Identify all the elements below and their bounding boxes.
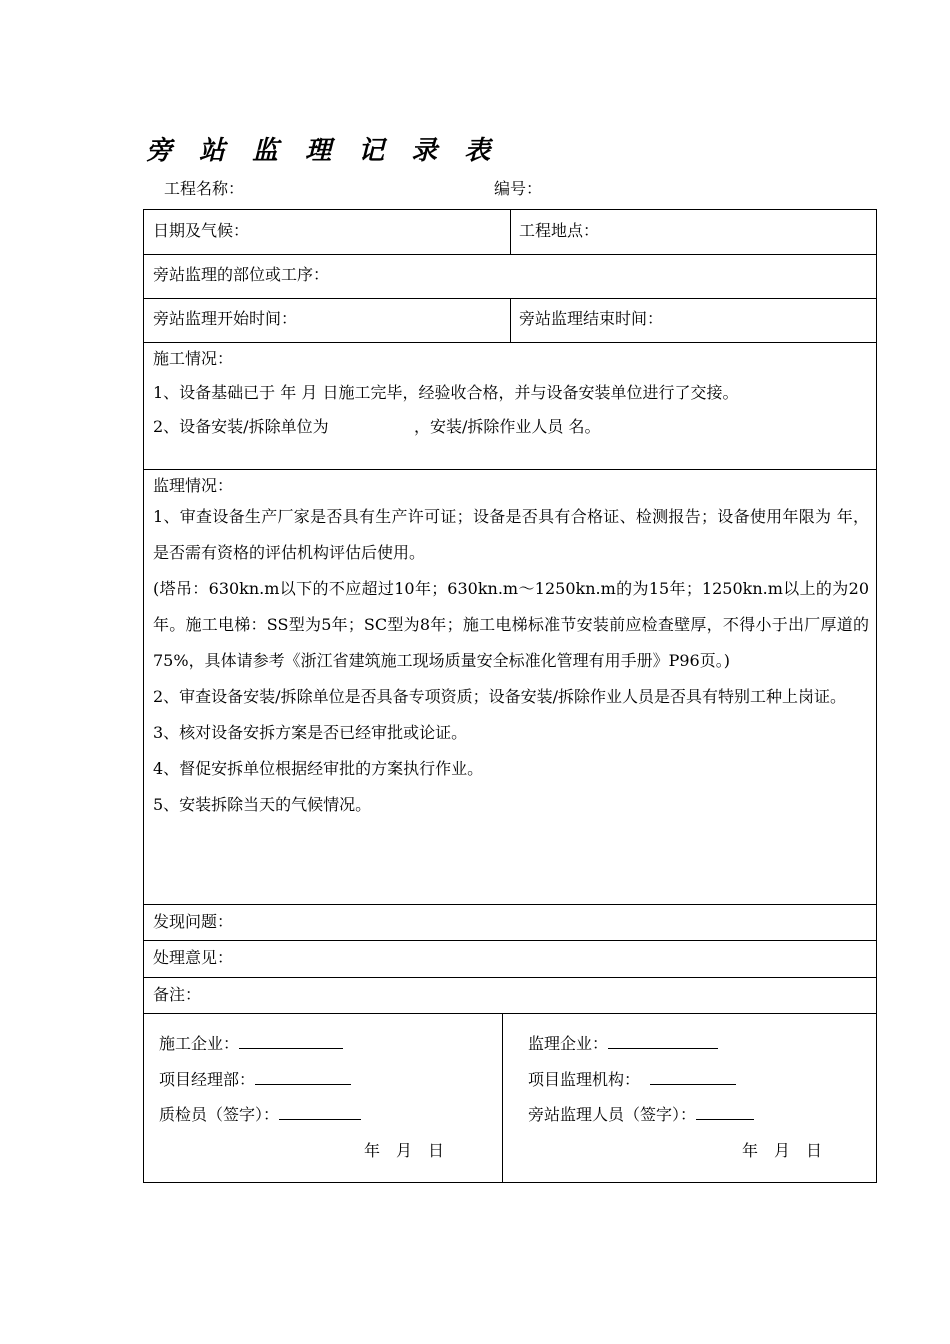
construction-heading: 施工情况：: [153, 349, 234, 368]
supervision-heading: 监理情况：: [153, 476, 234, 495]
project-name-label: 工程名称：: [164, 179, 245, 198]
supervision-item-4: 4、督促安拆单位根据经审批的方案执行作业。: [153, 759, 484, 778]
sign-left-dept: [159, 1067, 351, 1090]
supervision-company-label: 监理企业：: [528, 1034, 609, 1053]
date-weather-label: 日期及气候：: [153, 221, 250, 240]
sign-right-date: 年 月 日: [742, 1141, 823, 1160]
row-issues: [144, 904, 876, 941]
location-label: 工程地点：: [519, 221, 600, 240]
supervision-item-1: 1、审查设备生产厂家是否具有生产许可证；设备是否具有合格证、检测报告；设备使用年限为 年，是否需有资格的评估机构评估后使用。: [153, 507, 869, 562]
row-construction: [144, 342, 876, 470]
cell-divider: [502, 1013, 503, 1182]
construction-company-label: 施工企业：: [159, 1034, 240, 1053]
project-manager-dept-blank: [255, 1067, 351, 1085]
supervision-item-5: 5、安装拆除当天的气候情况。: [153, 795, 372, 814]
sign-left-company: [159, 1031, 343, 1054]
supervisor-person-label: 旁站监理人员（签字）：: [528, 1105, 697, 1124]
construction-company-blank: [239, 1031, 343, 1049]
issues-label: 发现问题：: [153, 912, 234, 931]
handling-label: 处理意见：: [153, 948, 234, 967]
sign-left-date: 年 月 日: [364, 1141, 445, 1160]
project-manager-dept-label: 项目经理部：: [159, 1070, 256, 1089]
supervision-org-label: 项目监理机构：: [528, 1070, 641, 1089]
row-handling: [144, 940, 876, 978]
row-part-process: [144, 254, 876, 299]
cell-divider: [510, 210, 511, 254]
construction-item-1: 1、设备基础已于 年 月 日施工完毕，经验收合格，并与设备安装单位进行了交接。: [153, 383, 739, 402]
supervisor-person-blank: [696, 1102, 754, 1120]
supervision-org-blank: [650, 1067, 736, 1085]
supervision-item-2: 2、审查设备安装/拆除单位是否具备专项资质；设备安装/拆除作业人员是否具有特别工种上岗证。: [153, 687, 846, 706]
row-time: [144, 298, 876, 343]
supervision-item-3: 3、核对设备安拆方案是否已经审批或论证。: [153, 723, 468, 742]
supervision-note: (塔吊：630kn.m以下的不应超过10年；630kn.m～1250kn.m的为15年；1250kn.m以上的为20年。施工电梯：SS型为5年；SC型为8年；施工电梯标准节安装前应检查壁厚，不得小于出厂厚道的75%，具体请参考《浙江省建筑施工现场质量安全标准化管理有用手册》P96页。): [153, 579, 869, 670]
record-form: [143, 209, 877, 1183]
part-process-label: 旁站监理的部位或工序：: [153, 265, 330, 284]
supervision-company-blank: [608, 1031, 718, 1049]
quality-inspector-blank: [279, 1102, 361, 1120]
row-date-location: [144, 210, 876, 255]
cell-divider: [510, 298, 511, 342]
row-remarks: [144, 977, 876, 1014]
end-time-label: 旁站监理结束时间：: [519, 309, 664, 328]
remarks-label: 备注：: [153, 985, 202, 1004]
construction-item-2b: ，安装/拆除作业人员 名。: [414, 417, 601, 436]
sign-right-org: [528, 1067, 736, 1090]
page-title: 旁 站 监 理 记 录 表: [146, 136, 500, 166]
quality-inspector-label: 质检员（签字）：: [159, 1105, 280, 1124]
start-time-label: 旁站监理开始时间：: [153, 309, 298, 328]
construction-item-2a: 2、设备安装/拆除单位为: [153, 417, 329, 436]
sign-left-inspector: [159, 1102, 361, 1125]
number-label: 编号：: [494, 179, 543, 198]
row-signatures: [144, 1013, 876, 1182]
row-supervision: [144, 469, 876, 905]
sign-right-person: [528, 1102, 754, 1125]
supervision-body: [153, 499, 869, 823]
sign-right-company: [528, 1031, 718, 1054]
